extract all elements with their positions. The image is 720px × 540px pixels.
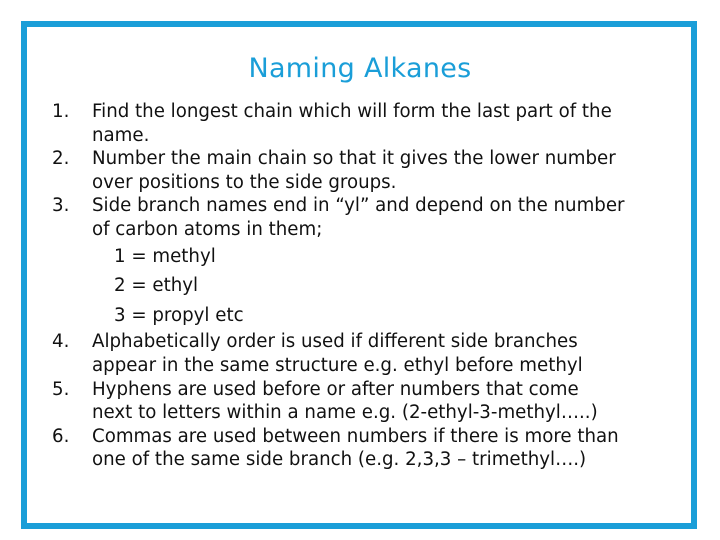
item-line: Alphabetically order is used if different side branches <box>92 331 578 353</box>
item-number: 1. <box>52 101 70 122</box>
carbon-count-propyl: 3 = propyl etc <box>114 304 244 326</box>
item-line: next to letters within a name e.g. (2-ethyl-3-methyl…..) <box>92 402 598 424</box>
item-number: 6. <box>52 425 70 447</box>
page-title: Naming Alkanes <box>248 53 472 84</box>
list-item-3 <box>52 194 672 330</box>
list-item-4 <box>52 330 672 377</box>
item-number: 4. <box>52 331 70 353</box>
list-item-2 <box>52 147 672 194</box>
carbon-count-methyl: 1 = methyl <box>114 245 216 267</box>
item-line: name. <box>92 124 150 146</box>
list-item-5 <box>52 378 672 425</box>
item-line: Find the longest chain which will form the last part of the <box>92 101 612 122</box>
item-line: one of the same side branch (e.g. 2,3,3 – trimethyl….) <box>92 449 587 471</box>
item-line: of carbon atoms in them; <box>92 218 323 240</box>
list-item-1 <box>52 100 672 147</box>
item-number: 3. <box>52 195 70 217</box>
item-line: over positions to the side groups. <box>92 171 397 193</box>
item-line: Commas are used between numbers if there is more than <box>92 425 619 447</box>
carbon-count-ethyl: 2 = ethyl <box>114 275 199 297</box>
item-line: Side branch names end in “yl” and depend on the number <box>92 195 625 217</box>
item-number: 2. <box>52 148 70 170</box>
rules-list <box>52 100 672 472</box>
item-line: appear in the same structure e.g. ethyl before methyl <box>92 354 583 376</box>
item-number: 5. <box>52 378 70 400</box>
item-line: Number the main chain so that it gives the lower number <box>92 148 616 170</box>
list-item-6 <box>52 425 672 472</box>
item-line: Hyphens are used before or after numbers that come <box>92 378 579 400</box>
